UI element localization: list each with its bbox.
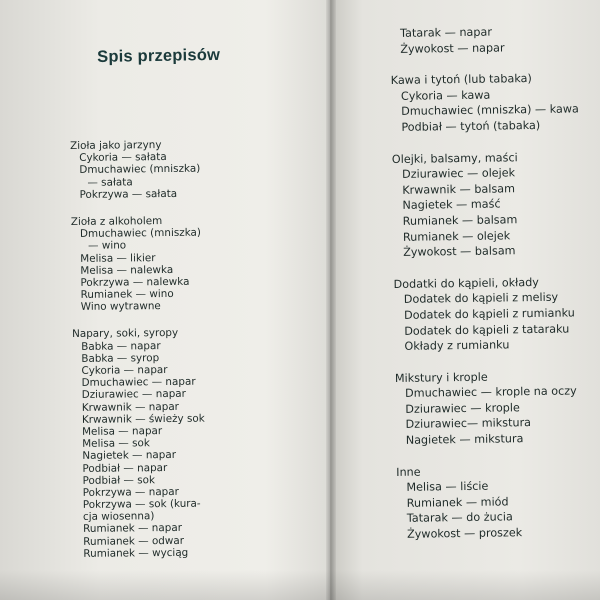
recipe-entry: Rumianek — olejek [402, 228, 511, 244]
recipe-entry: Dziurawiec — olejek [401, 166, 516, 182]
bottom-shadow [0, 570, 600, 600]
recipe-entry: Dodatek do kąpieli z melisy [403, 290, 559, 307]
recipe-entry: Rumianek — odwar [83, 534, 185, 548]
page-title: Spis przepisów [97, 45, 221, 66]
section-heading: Kawa i tytoń (lub tabaka) [390, 72, 532, 88]
recipe-entry: Wino wytrawne [80, 300, 161, 314]
recipe-entry: Pokrzywa — napar [82, 485, 179, 499]
recipe-entry: Dmuchawiec (mniszka) [79, 226, 201, 241]
recipe-entry: Podbiał — napar [82, 461, 168, 475]
recipe-entry: Tatarak — do żucia [406, 510, 513, 526]
recipe-entry: Melisa — liście [406, 479, 489, 495]
recipe-section [72, 326, 304, 560]
left-recipe-list [70, 138, 305, 575]
recipe-entry: Żywokost — proszek [407, 526, 523, 541]
recipe-entry: Krwawnik — świeży sok [81, 412, 205, 426]
recipe-entry: Podbiał — sok [82, 473, 156, 487]
recipe-entry: — sałata [87, 175, 133, 189]
section-heading: Olejki, balsamy, maści [391, 150, 518, 166]
recipe-entry: Pokrzywa — sok (kura- [82, 497, 201, 511]
section-heading: Zioła jako jarzyny [70, 139, 162, 152]
recipe-entry: Żywokost — napar [400, 40, 505, 56]
recipe-entry: Babka — syrop [81, 351, 160, 365]
recipe-entry: Pokrzywa — nalewka [80, 275, 190, 289]
recipe-section [70, 138, 301, 201]
recipe-entry: Pokrzywa — sałata [79, 187, 178, 201]
recipe-section [391, 70, 600, 135]
recipe-entry: Tatarak — napar [400, 25, 493, 40]
recipe-entry: Melisa — sok [82, 437, 150, 451]
recipe-entry: Krwawnik — balsam [402, 182, 516, 197]
recipe-entry: Babka — napar [81, 339, 161, 353]
recipe-entry: cja wiosenna) [82, 510, 155, 524]
recipe-entry: Nagietek — maść [402, 197, 501, 213]
recipe-entry: Cykoria — napar [81, 363, 168, 377]
recipe-section [71, 214, 302, 314]
recipe-section [392, 149, 600, 261]
recipe-entry: Cykoria — sałata [79, 151, 167, 165]
recipe-entry: Rumianek — napar [83, 522, 183, 536]
recipe-entry: Dziurawiec— mikstura [405, 416, 532, 432]
recipe-entry: Melisa — likier [80, 251, 156, 265]
book-gutter [326, 0, 336, 600]
recipe-entry: Krwawnik — napar [81, 400, 179, 414]
section-heading: Napary, soki, syropy [71, 327, 179, 341]
recipe-entry: Żywokost — balsam [403, 244, 516, 259]
section-heading: Zioła z alkoholem [70, 214, 163, 228]
recipe-entry: Nagietek — mikstura [405, 432, 524, 447]
recipe-entry: Melisa — napar [81, 424, 163, 438]
recipe-entry: Rumianek — balsam [402, 213, 518, 228]
recipe-entry: Cykoria — kawa [400, 88, 491, 103]
recipe-entry: Rumianek — wyciąg [83, 546, 189, 560]
recipe-section [394, 274, 600, 355]
recipe-entry: Rumianek — miód [406, 495, 509, 510]
recipe-entry: Okłady z rumianku [404, 338, 510, 353]
recipe-entry: Dodatek do kąpieli z rumianku [403, 306, 575, 322]
recipe-section [390, 23, 600, 57]
recipe-section [395, 368, 600, 449]
recipe-entry: Dmuchawiec — napar [81, 375, 196, 390]
right-recipe-list [390, 23, 600, 559]
section-heading: Mikstury i krople [394, 370, 488, 385]
recipe-entry: Dodatek do kąpieli z tataraku [404, 322, 570, 338]
recipe-entry: — wino [88, 239, 127, 253]
section-heading: Inne [396, 465, 421, 479]
recipe-entry: Podbiał — tytoń (tabaka) [401, 118, 541, 134]
recipe-entry: Melisa — nalewka [80, 263, 174, 277]
recipe-entry: Dziurawiec — krople [405, 401, 520, 416]
recipe-entry: Dmuchawiec (mniszka) — kawa [401, 102, 579, 119]
recipe-entry: Nagietek — napar [82, 449, 177, 463]
recipe-entry: Rumianek — wino [80, 287, 174, 301]
recipe-entry: Dziurawiec — napar [81, 388, 186, 402]
recipe-entry: Dmuchawiec — krople na oczy [405, 384, 577, 401]
section-heading: Dodatki do kąpieli, okłady [393, 275, 539, 291]
recipe-section [396, 462, 600, 543]
recipe-entry: Dmuchawiec (mniszka) [79, 163, 201, 177]
